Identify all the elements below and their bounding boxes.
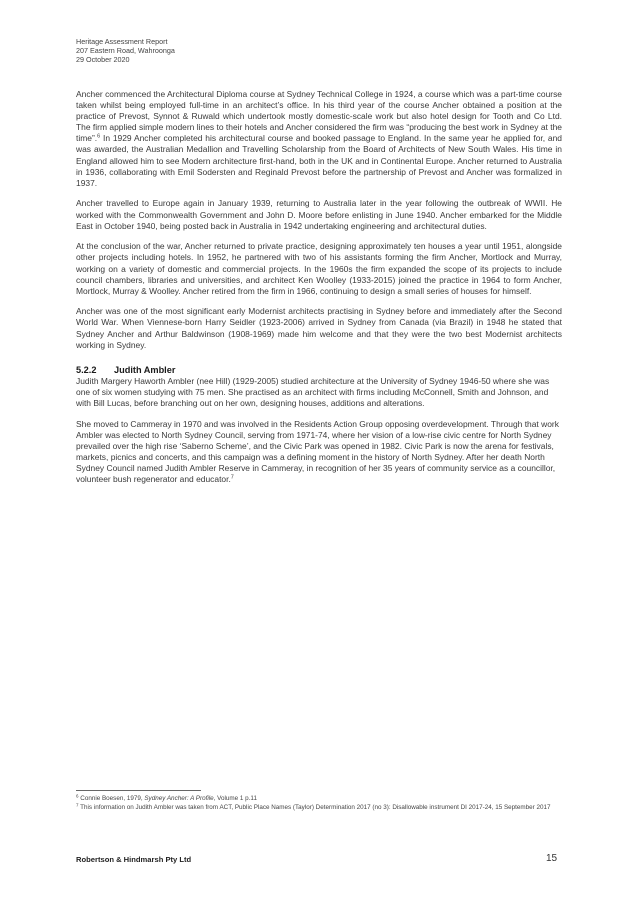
- footnote-6: $^6$ Connie Boesen, 1979, Sydney Ancher: A Profile, Volume 1 p.11: [76, 793, 257, 802]
- footnote-divider: [76, 790, 201, 791]
- paragraph-ancher-postwar: At the conclusion of the war, Ancher returned to private practice, designing approximately ten houses a year until 1951, alongside other projects including hotels. In 1952, he partnered with two of his assistants forming the firm Ancher, Mortlock and Murray, working on a variety of domestic and commercial projects. In the 1960s the firm expanded the scope of its projects to include council chambers, libraries and universities, and architect Ken Woolley (1933-2015) joined the practice in 1964 to form Ancher, Mortlock, Murray & Woolley. Ancher retired from the firm in 1966, continuing to design a small series of houses for himself.: [76, 241, 562, 296]
- paragraph-ambler-council: She moved to Cammeray in 1970 and was involved in the Residents Action Group opposing overdevelopment. Through that work Ambler was elected to North Sydney Council, serving from 1971-74, where her vision of a low-rise civic centre for North Sydney prevailed over the high rise ‘Saberno Scheme’, and the Civic Park was opened in 1982. Civic Park is now the arena for festivals, markets, picnics and concerts, and this campaign was a defining moment in the history of North Sydney. After her death North Sydney Council named Judith Ambler Reserve in Cammeray, in recognition of her 35 years of community service as a councillor, volunteer bush regenerator and educator.$^7$: [76, 418, 559, 485]
- section-heading: [76, 365, 562, 376]
- paragraph-ancher-education: Ancher commenced the Architectural Diploma course at Sydney Technical College in 1924, a course which was a part-time course taken whilst being employed full-time in an architect’s office. In his third year of the course Ancher obtained a position at the practice of Prevost, Synnot & Ruwald which undertook mostly domestic-scale work but also hotel design for Tooth and Co Ltd. The firm applied simple modern lines to their hotels and Ancher considered the firm was “producing the best work in Sydney at the time”.$^6$ In 1929 Ancher completed his architectural course and booked passage to England. In the same year he applied for, and was awarded, the Australian Medallion and Travelling Scholarship from the Board of Architects of New South Wales. His time in England allowed him to see Modern architecture first-hand, both in the UK and in Continental Europe. Ancher returned to Australia in 1936, collaborating with Emil Sodersten and Reginald Prevost before the partnership of Prevost and Ancher was formalized in 1937.: [76, 89, 562, 188]
- paragraph-ancher-significance: Ancher was one of the most significant early Modernist architects practising in Sydney before and immediately after the Second World War. When Viennese-born Harry Seidler (1923-2006) arrived in Sydney from Canada (via Brazil) in 1948 he stated that Sydney Ancher and Arthur Baldwinson (1908-1969) made him welcome and that they were the two best Modernist architects working in Sydney.: [76, 306, 562, 350]
- section-title: Judith Ambler: [114, 364, 176, 375]
- body-text: [76, 89, 562, 485]
- footnote-ref-6[interactable]: 6: [97, 133, 101, 140]
- footer-company: Robertson & Hindmarsh Pty Ltd: [76, 855, 192, 864]
- header-report-title: Heritage Assessment Report: [76, 37, 168, 46]
- footnote-7: $^7$ This information on Judith Ambler was taken from ACT, Public Place Names (Taylor) Determination 2017 (no 3): Disallowable instrument DI 2017-24, 15 September 2017: [76, 802, 551, 811]
- paragraph-ancher-europe: Ancher travelled to Europe again in January 1939, returning to Australia later in the year following the outbreak of WWII. He worked with the Commonwealth Government and John D. Moore before enlisting in June 1940. Ancher embarked for the Middle East in October 1940, being posted back in Australia in 1942 undertaking engineering and architectural duties.: [76, 198, 562, 231]
- paragraph-ambler-education: Judith Margery Haworth Ambler (nee Hill) (1929-2005) studied architecture at the University of Sydney 1946-50 where she was one of six women studying with 75 men. She practised as an architect with firms including McConnell, Smith and Johnson, and with Bill Lucas, before branching out on her own, designing houses, additions and alterations.: [76, 375, 550, 408]
- footnotes: [76, 795, 566, 812]
- header-date: 29 October 2020: [76, 55, 130, 64]
- section-number: 5.2.2: [76, 364, 97, 375]
- footnote-ref-7[interactable]: 7: [230, 474, 234, 481]
- page-number: 15: [546, 853, 558, 864]
- running-header: [76, 37, 175, 64]
- header-address: 207 Eastern Road, Wahroonga: [76, 46, 175, 55]
